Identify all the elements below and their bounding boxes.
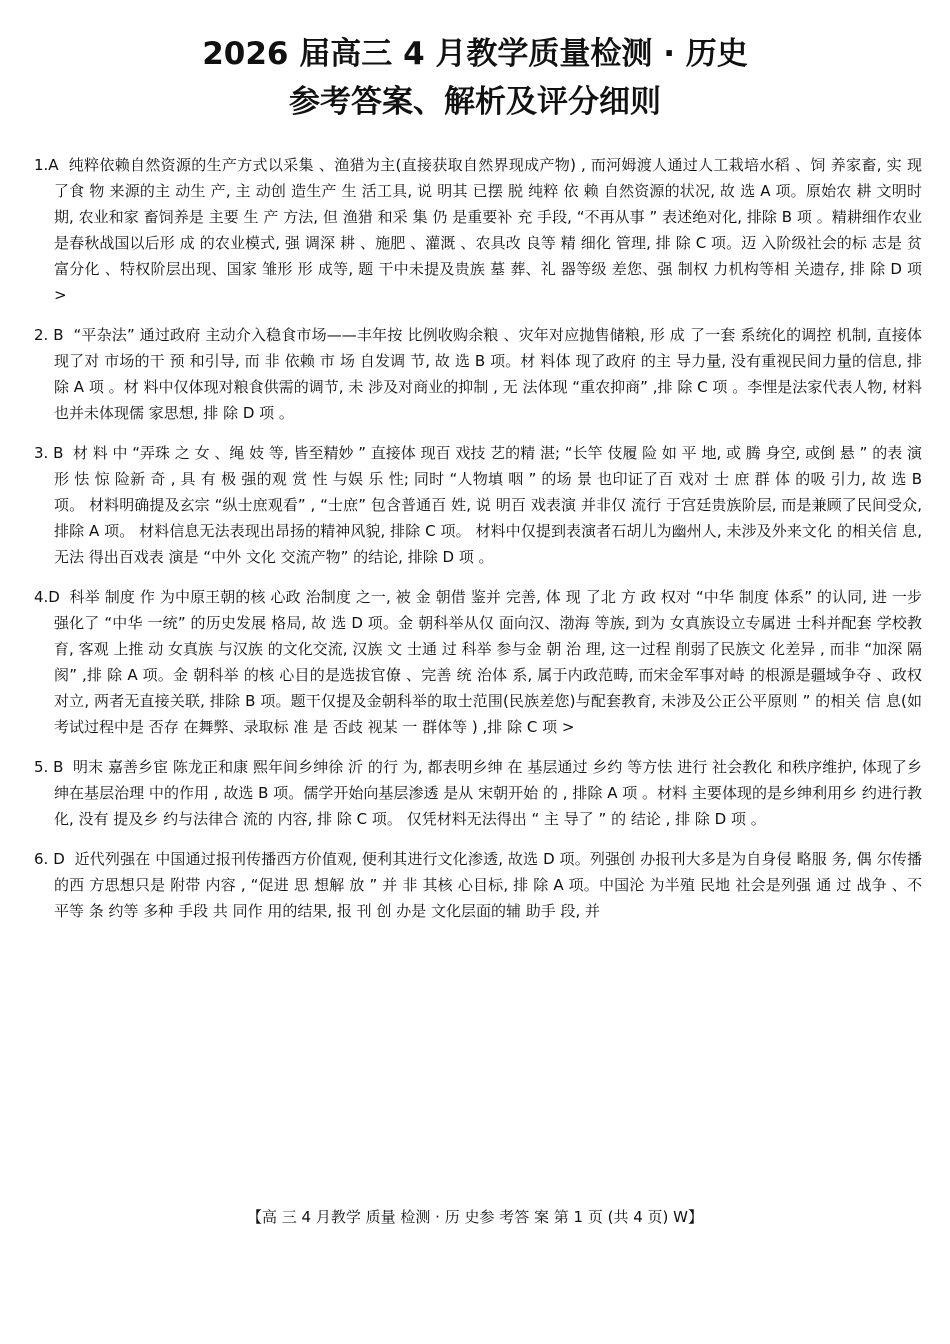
answer-explanation: 近代列强在 中国通过报刊传播西方价值观, 便利其进行文化渗透, 故选 D 项。列强创 办报刊大多是为自身侵 略服 务, 偶 尔传播的西 方思想只是 附带 内容 , “促进 思 想解 放 ” 并 非 其核 心目标, 排 除 A 项。中国沦 为半殖 民地 社会是列强 通 过 战争 、不平等 条 约等 多种 手段 共 同作 用的结果, 报 刊 创 办是 文化层面的辅 助手 段, 并: [54, 850, 922, 920]
answer-item-4: [34, 584, 922, 740]
answer-list: [34, 152, 922, 938]
answer-number: 6. D: [34, 850, 65, 868]
answer-item-6: [34, 846, 922, 924]
answer-explanation: “平杂法” 通过政府 主动介入稳食市场——丰年按 比例收购余粮 、灾年对应抛售储粮, 形 成 了一套 系统化的调控 机制, 直接体 现了对 市场的干 预 和引导, 而 非 依赖 市 场 自发调 节, 故 选 B 项。材 料体 现了政府 的主 导力量, 没有重视民间力量的信息, 排除 A 项 。材 料中仅体现对粮食供需的调节, 未 涉及对商业的抑制 , 无 法体现 “重农抑商” ,排 除 C 项 。李悝是法家代表人物, 材料也并未体现儒 家思想, 排 除 D 项 。: [54, 326, 923, 422]
answer-item-5: [34, 754, 922, 832]
answer-explanation: 材 料 中 “弄珠 之 女 、绳 妓 等, 皆至精妙 ” 直接体 现百 戏技 艺的精 湛; “长竿 伎履 险 如 平 地, 或 腾 身空, 或倒 悬 ” 的表 演 形 怯 惊 险新 奇 , 具 有 极 强的观 赏 性 与娱 乐 性; 同时 “人物填 咽 ” 的场 景 也印证了百 戏对 士 庶 群 体 的吸 引力, 故 选 B 项。 材料明确提及玄宗 “纵士庶观看” , “士庶” 包含普通百 姓, 说 明百 戏表演 并非仅 流行 于宫廷贵族阶层, 而是兼顾了民间受众, 排除 A 项。 材料信息无法表现出昂扬的精神风貌, 排除 C 项。 材料中仅提到表演者石胡儿为幽州人, 未涉及外来文化 的相关信 息, 无法 得出百戏表 演是 “中外 文化 交流产物” 的结论, 排除 D 项 。: [54, 444, 922, 566]
answer-item-3: [34, 440, 922, 570]
answer-number: 2. B: [34, 326, 64, 344]
answer-explanation: 科举 制度 作 为中原王朝的核 心政 治制度 之一, 被 金 朝借 鉴并 完善, 体 现 了北 方 政 权对 “中华 制度 体系” 的认同, 进 一步强化了 “中华 一统” 的历史发展 格局, 故 选 D 项。金 朝科举从仅 面向汉、渤海 等族, 到为 女真族设立专属进 士科并配套 学校教 育, 客观 上推 动 女真族 与汉族 的文化交流, 汉族 文 士通 过 科举 参与金 朝 治 理, 这一过程 削弱了民族文 化差异 , 而非 “加深 隔阂” ,排 除 A 项。金 朝科举 的核 心目的是选拔官僚 、完善 统 治体 系, 属于内政范畴, 而宋金军事对峙 的根源是疆域争夺 、政权对立, 两者无直接关联, 排除 B 项。题干仅提及金朝科举的取士范围(民族差您)与配套教育, 未涉及公正公平原则 ” 的相关 信 息(如考试过程中是 否存 在舞弊、录取标 准 是 否歧 视某 一 群体等 ) ,排 除 C 项 >: [54, 588, 922, 736]
page-footer: 【高 三 4 月教学 质量 检测 · 历 史参 考答 案 第 1 页 (共 4 页) W】: [247, 1208, 703, 1226]
answer-number: 1.A: [34, 156, 59, 174]
answer-number: 4.D: [34, 588, 60, 606]
answer-explanation: 纯粹依赖自然资源的生产方式以采集 、渔猎为主(直接获取自然界现成产物) , 而河姆渡人通过人工栽培水稻 、饲 养家畜, 实 现 了食 物 来源的主 动生 产, 主 动创 造生产 生 活工具, 说 明其 已摆 脱 纯粹 依 赖 自然资源的状况, 故 选 A 项。原始农 耕 文明时期, 农业和家 畜饲养是 主要 生 产 方法, 但 渔猎 和采 集 仍 是重要补 充 手段, “不再从事 ” 表述绝对化, 排除 B 项 。精耕细作农业 是春秋战国以后形 成 的农业模式, 强 调深 耕 、施肥 、灌溉 、农具改 良等 精 细化 管理, 排 除 C 项。迈 入阶级社会的标 志是 贫富分化 、特权阶层出现、国家 雏形 形 成等, 题 干中未提及贵族 墓 葬、礼 器等级 差您、强 制权 力机构等相 关遗存, 排 除 D 项 >: [54, 156, 922, 304]
answer-number: 5. B: [34, 758, 64, 776]
answer-number: 3. B: [34, 444, 64, 462]
answer-item-2: [34, 322, 922, 426]
answer-explanation: 明末 嘉善乡宦 陈龙正和康 熙年间乡绅徐 沂 的行 为, 都表明乡绅 在 基层通过 乡约 等方怯 进行 社会教化 和秩序维护, 体现了乡绅在基层治理 中的作用 , 故选 B 项。儒学开始向基层渗透 是从 宋朝开始 的 , 排除 A 项 。材料 主要体现的是乡绅利用乡 约进行教化, 没有 提及乡 约与法律合 流的 内容, 排 除 C 项。 仅凭材料无法得出 “ 主 导了 ” 的 结论 , 排 除 D 项 。: [54, 758, 922, 828]
answer-item-1: [34, 152, 922, 308]
page-title: 2026 届高三 4 月教学质量检测 · 历史: [202, 36, 748, 72]
page-subtitle: 参考答案、解析及评分细则: [289, 84, 661, 120]
